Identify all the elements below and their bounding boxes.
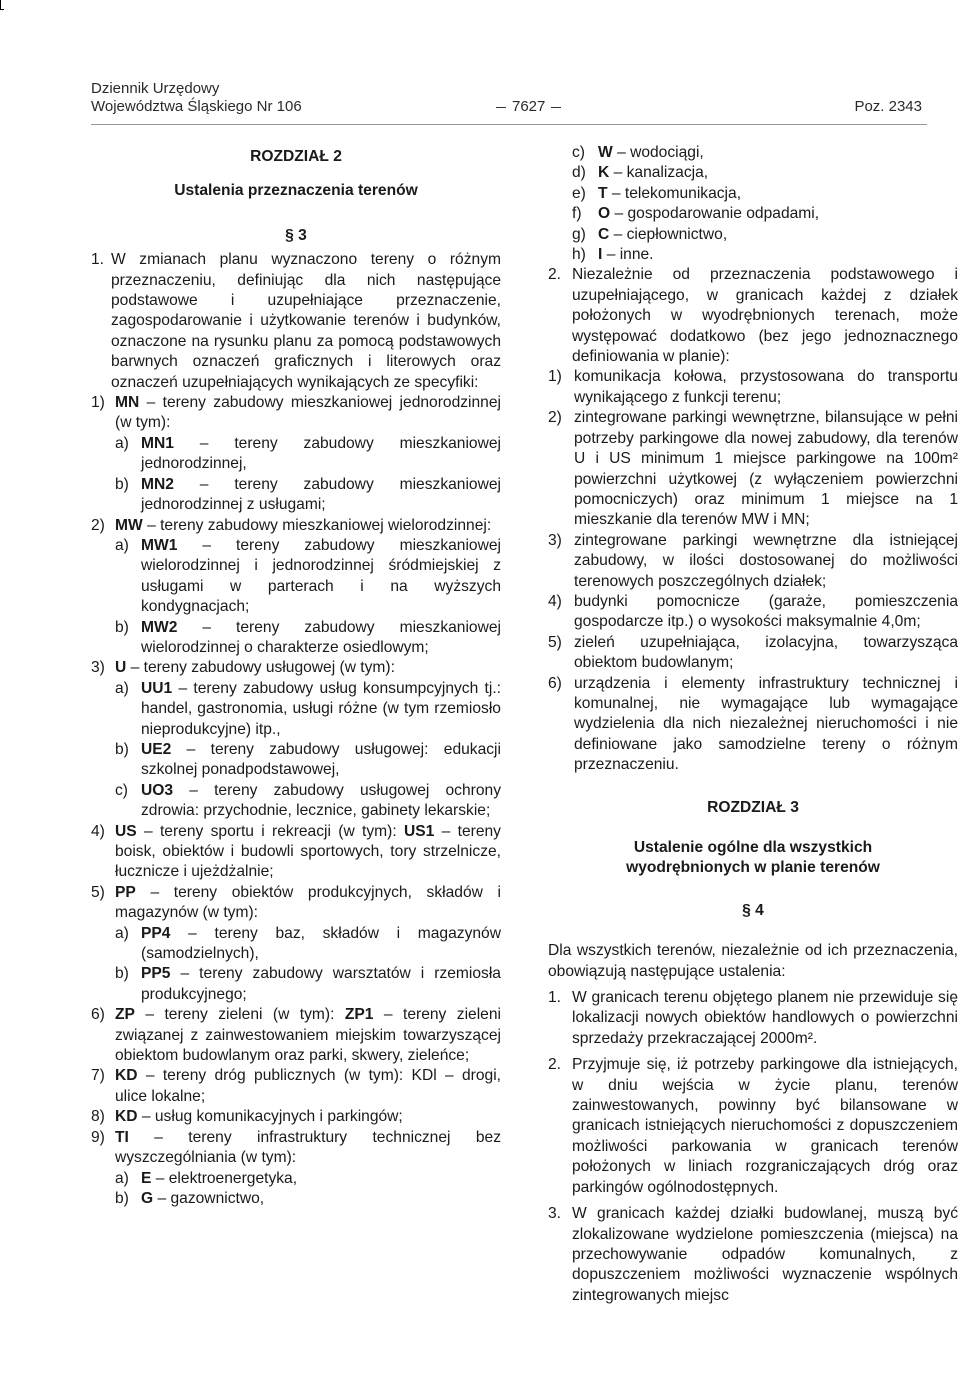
header-rule: [91, 124, 927, 125]
land-use-item: [91, 1066, 501, 1107]
land-use-item-code: U: [115, 659, 127, 677]
additional-use-item: [548, 633, 958, 674]
land-use-item-number: 6): [91, 1006, 105, 1024]
section-4-intro: Dla wszystkich terenów, niezależnie od ich przeznaczenia, obowiązują następujące ustalenia:: [548, 942, 958, 980]
infrastructure-subitem-number: f): [572, 205, 582, 223]
land-use-item: [91, 1005, 501, 1066]
additional-use-number: 5): [548, 633, 562, 651]
position-number: Poz. 2343: [854, 98, 922, 115]
land-use-subitem-description: – gazownictwo,: [157, 1189, 265, 1207]
land-use-subitem-number: a): [115, 1169, 129, 1187]
infrastructure-subitem-description: – ciepłownictwo,: [613, 225, 728, 243]
land-use-subitem: [115, 618, 501, 659]
land-use-subitem: [115, 475, 501, 516]
infrastructure-subitem-code: T: [598, 184, 608, 202]
land-use-item-code-2: ZP1: [344, 1006, 374, 1024]
land-use-subitem-text: [141, 434, 501, 475]
additional-use-text: urządzenia i elementy infrastruktury technicznej i komunalnej, nie wymagające lub wymagające wydzielenia dla nich niezależnej nieruchomości i nie definiowane jako samodzielne tereny o różnym przeznaczeniu.: [574, 674, 958, 774]
land-use-item-text: [115, 1107, 501, 1127]
land-use-item-code: KD: [115, 1108, 138, 1126]
land-use-item: [91, 1128, 501, 1169]
land-use-item-description-2: – tereny boisk, obiektów i budowli sportowych, tory strzelnicze, łucznicze i ujeżdżalnie;: [115, 822, 501, 881]
additional-use-text: zieleń uzupełniająca, izolacyjna, towarzysząca obiektom budowlanym;: [574, 633, 958, 672]
infrastructure-sublist: [548, 143, 958, 265]
additional-use-item: [548, 531, 958, 592]
land-use-item-code-2: US1: [403, 822, 435, 840]
land-use-subitem-code: MW2: [141, 618, 178, 636]
land-use-subitem-number: c): [115, 781, 128, 799]
land-use-item: [91, 822, 501, 883]
land-use-item-text: [115, 516, 501, 536]
general-rule: [548, 988, 958, 1049]
land-use-subitem-text: [141, 740, 501, 781]
general-rule-number: 2.: [548, 1056, 562, 1074]
land-use-item-description: – tereny obiektów produkcyjnych, składów i magazynów (w tym):: [115, 883, 501, 922]
crop-mark: [0, 0, 4, 10]
land-use-subitem: [115, 434, 501, 475]
land-use-subitem-text: [141, 536, 501, 618]
land-use-subitem-number: b): [115, 1189, 129, 1207]
chapter-2-title: ROZDZIAŁ 2: [250, 148, 342, 165]
land-use-item-description: – usług komunikacyjnych i parkingów;: [141, 1108, 403, 1126]
infrastructure-subitem-text: [598, 204, 958, 224]
general-rule: [548, 1204, 958, 1306]
land-use-subitem: [115, 536, 501, 618]
infrastructure-subitem-text: [598, 245, 958, 265]
land-use-subitem-code: PP5: [141, 965, 171, 983]
land-use-item-code: PP: [115, 883, 136, 901]
general-rule: [548, 1055, 958, 1198]
infrastructure-subitem-number: c): [572, 144, 585, 161]
infrastructure-subitem-text: [598, 225, 958, 245]
additional-use-number: 3): [548, 531, 562, 549]
land-use-subitem-description: – tereny zabudowy mieszkaniowej wielorodzinnej o charakterze osiedlowym;: [141, 618, 501, 656]
land-use-subitem-number: a): [115, 536, 129, 554]
infrastructure-subitem-code: O: [598, 205, 611, 223]
general-rule-text: W granicach terenu objętego planem nie przewiduje się lokalizacji nowych obiektów handlowych o powierzchni sprzedaży przekraczającej 2000m².: [572, 989, 958, 1047]
land-use-item-description: – tereny dróg publicznych (w tym): KDl – drogi, ulice lokalne;: [115, 1067, 501, 1105]
land-use-subitem-code: UU1: [141, 679, 173, 697]
land-use-item-number: 3): [91, 659, 105, 677]
additional-use-number: 2): [548, 409, 562, 427]
land-use-item-number: 1): [91, 394, 105, 412]
land-use-item-code: MW: [115, 516, 143, 534]
land-use-item-number: 7): [91, 1067, 105, 1085]
land-use-item-description: – tereny sportu i rekreacji (w tym):: [143, 822, 397, 840]
land-use-item-text: [115, 658, 501, 678]
general-rules-list: [548, 988, 958, 1306]
land-use-item: [91, 393, 501, 434]
infrastructure-subitem: [572, 204, 958, 224]
land-use-item-code: KD: [115, 1067, 138, 1085]
land-use-subitem-code: MW1: [141, 536, 178, 554]
land-use-subitem: [115, 740, 501, 781]
land-use-subitem-description: – tereny zabudowy usług konsumpcyjnych tj.: handel, gastronomia, usługi różne (w tym rzemiosło nieprodukcyjne) itp.,: [141, 679, 501, 738]
land-use-subitem-number: b): [115, 475, 129, 493]
land-use-item-number: 8): [91, 1108, 105, 1126]
land-use-subitem-number: a): [115, 679, 129, 697]
land-use-item-code: ZP: [115, 1006, 135, 1024]
additional-use-number: 6): [548, 674, 562, 692]
chapter-3-title: ROZDZIAŁ 3: [707, 798, 799, 816]
infrastructure-subitem: [572, 143, 958, 163]
additional-use-text: budynki pomocnicze (garaże, pomieszczenia gospodarcze itp.) o wysokości maksymalnie 4,0m;: [574, 592, 958, 631]
additional-use-item: [548, 674, 958, 776]
section-3: § 3: [285, 226, 307, 244]
infrastructure-subitem-description: – telekomunikacja,: [611, 184, 742, 202]
land-use-subitem-description: – tereny zabudowy usługowej ochrony zdrowia: przychodnie, lecznice, gabinety lekarskie;: [141, 781, 501, 820]
land-use-item-description: – tereny zabudowy usługowej (w tym):: [130, 659, 395, 677]
land-use-subitem: [115, 781, 501, 822]
land-use-subitem-description: – tereny zabudowy mieszkaniowej jednorodzinnej,: [141, 434, 501, 473]
land-use-subitem-text: [141, 1169, 501, 1189]
additional-use-item: [548, 367, 958, 408]
land-use-item-text: [115, 1005, 501, 1066]
land-use-subitem-code: PP4: [141, 924, 171, 942]
journal-line-2: Województwa Śląskiego Nr 106: [91, 98, 302, 115]
paragraph-1-number: 1.: [91, 251, 105, 269]
infrastructure-subitem-description: – gospodarowanie odpadami,: [614, 205, 820, 223]
journal-line-1: Dziennik Urzędowy: [91, 80, 220, 97]
land-use-subitem-number: b): [115, 740, 129, 758]
land-use-item-description-2: – tereny zieleni związanej z zainwestowaniem miejskim towarzyszącej obiektom budowlanym oraz parki, skwery, zieleńce;: [115, 1006, 501, 1065]
land-use-subitem-description: – tereny zabudowy mieszkaniowej jednorodzinnej z usługami;: [141, 475, 501, 514]
infrastructure-subitem-number: h): [572, 246, 586, 264]
land-use-item-code: MN: [115, 394, 140, 412]
land-use-item-code: US: [115, 822, 137, 840]
land-use-item: [91, 658, 501, 678]
land-use-item-text: [115, 822, 501, 883]
additional-use-number: 4): [548, 592, 562, 610]
additional-use-number: 1): [548, 368, 562, 386]
land-use-subitem-code: UO3: [141, 781, 174, 799]
infrastructure-subitem-text: [598, 163, 958, 183]
land-use-subitem: [115, 964, 501, 1005]
land-use-item: [91, 516, 501, 536]
additional-use-text: zintegrowane parkingi wewnętrzne, bilansujące w pełni potrzeby parkingowe dla nowej zabudowy, dla terenów U i US minimum 1 miejsce parkingowe na 100m² powierzchni użytkowej (z wyłączeniem powierzchni pomocniczych) oraz minimum 1 miejsce na 1 mieszkanie dla terenów MW i MN;: [574, 409, 958, 529]
section-4: § 4: [742, 901, 764, 919]
infrastructure-subitem-number: g): [572, 225, 586, 243]
additional-use-text: zintegrowane parkingi wewnętrzne dla istniejącej zabudowy, w ilości dostosowanej do możliwości terenowych poszczególnych działek;: [574, 531, 958, 590]
land-use-subitem-number: b): [115, 618, 129, 636]
land-use-subitem-number: a): [115, 924, 129, 942]
land-use-subitem: [115, 1169, 501, 1189]
land-use-subitem-description: – elektroenergetyka,: [155, 1169, 298, 1187]
right-column: [548, 143, 958, 1306]
general-rule-number: 1.: [548, 989, 562, 1007]
paragraph-1: [91, 250, 501, 393]
additional-use-item: [548, 408, 958, 530]
land-use-subitem-code: UE2: [141, 740, 172, 758]
land-use-subitem: [115, 924, 501, 965]
paragraph-1-text: W zmianach planu wyznaczono tereny o różnym przeznaczeniu, definiując dla nich następujące podstawowe i uzupełniające przeznaczenie, zagospodarowanie i użytkowanie terenów i budynków, oznaczone na rysunku planu za pomocą podstawowych barwnych oznaczeń graficznych i literowych oraz oznaczeń uzupełniających wynikających ze specyfiki:: [111, 251, 501, 391]
land-use-item-number: 2): [91, 516, 105, 534]
additional-uses-list: [548, 367, 958, 775]
infrastructure-subitem-description: – kanalizacja,: [613, 164, 709, 182]
paragraph-2: [548, 265, 958, 367]
left-column: [91, 143, 501, 1209]
general-rule-text: Przyjmuje się, iż potrzeby parkingowe dla istniejących, w dniu wejścia w życie planu, terenów zainwestowanych, powinny być bilansowane w granicach istniejących nieruchomości z dopuszczeniem możliwości parkowania w granicach terenów położonych w liniach rozgraniczających dróg oraz parkingów ogólnodostępnych.: [572, 1056, 958, 1196]
infrastructure-subitem-code: I: [598, 246, 603, 264]
infrastructure-subitem-number: e): [572, 184, 586, 202]
land-use-subitem-number: b): [115, 965, 129, 983]
land-use-item-description: – tereny zabudowy mieszkaniowej jednorodzinnej (w tym):: [115, 394, 501, 432]
land-use-subitem-text: [141, 475, 501, 516]
land-use-item-text: [115, 393, 501, 434]
infrastructure-subitem-description: – wodociągi,: [617, 144, 704, 161]
land-use-item-text: [115, 1128, 501, 1169]
infrastructure-subitem-text: [598, 184, 958, 204]
land-use-item: [91, 1107, 501, 1127]
land-use-item-description: – tereny zieleni (w tym):: [145, 1006, 335, 1024]
infrastructure-subitem-code: W: [598, 144, 613, 161]
land-use-item-number: 9): [91, 1128, 105, 1146]
additional-use-text: komunikacja kołowa, przystosowana do transportu wynikającego z funkcji terenu;: [574, 368, 958, 406]
infrastructure-subitem: [572, 163, 958, 183]
chapter-3-subtitle: Ustalenie ogólne dla wszystkich wyodrębnionych w planie terenów: [626, 839, 880, 877]
land-use-subitem-text: [141, 781, 501, 822]
land-use-subitem: [115, 1189, 501, 1209]
paragraph-2-text: Niezależnie od przeznaczenia podstawowego i uzupełniającego, w granicach każdej z działek położonych w wyodrębnionych terenach, może występować dodatkowo (bez jego jednoznacznego definiowania w planie):: [572, 266, 958, 366]
land-use-subitem-code: MN2: [141, 475, 174, 493]
land-use-subitem-text: [141, 964, 501, 1005]
infrastructure-subitem-number: d): [572, 164, 586, 182]
infrastructure-subitem-code: K: [598, 164, 610, 182]
land-use-item-text: [115, 1066, 501, 1107]
infrastructure-subitem: [572, 245, 958, 265]
land-use-item-number: 4): [91, 822, 105, 840]
land-use-subitem-code: G: [141, 1189, 154, 1207]
land-use-subitem-text: [141, 1189, 501, 1209]
infrastructure-subitem-code: C: [598, 225, 610, 243]
land-use-subitem-number: a): [115, 434, 129, 452]
land-use-item-description: – tereny infrastruktury technicznej bez wyszczególniania (w tym):: [115, 1128, 501, 1167]
land-use-item-number: 5): [91, 883, 105, 901]
land-use-subitem-description: – tereny zabudowy warsztatów i rzemiosła produkcyjnego;: [141, 965, 501, 1003]
paragraph-2-number: 2.: [548, 266, 562, 284]
land-use-item-code: TI: [115, 1128, 129, 1146]
infrastructure-subitem: [572, 184, 958, 204]
land-use-subitem-code: E: [141, 1169, 152, 1187]
land-use-subitem-text: [141, 618, 501, 659]
land-use-subitem-description: – tereny zabudowy mieszkaniowej wielorodzinnej i jednorodzinnej śródmiejskiej z usługami w parterach i na wyższych kondygnacjach;: [141, 536, 501, 616]
additional-use-item: [548, 592, 958, 633]
land-use-subitem-description: – tereny zabudowy usługowej: edukacji szkolnej ponadpodstawowej,: [141, 740, 501, 779]
land-use-subitem-text: [141, 924, 501, 965]
page-number-value: 7627: [512, 98, 546, 115]
infrastructure-subitem-description: – inne.: [606, 246, 654, 264]
infrastructure-subitem: [572, 225, 958, 245]
land-use-subitem-text: [141, 679, 501, 740]
land-use-subitem: [115, 679, 501, 740]
land-use-item-description: – tereny zabudowy mieszkaniowej wielorodzinnej:: [147, 516, 492, 534]
chapter-2-subtitle: Ustalenia przeznaczenia terenów: [174, 182, 418, 200]
land-use-list: [91, 393, 501, 1209]
infrastructure-subitem-text: [598, 143, 958, 163]
land-use-subitem-code: MN1: [141, 434, 174, 452]
land-use-item-text: [115, 883, 501, 924]
general-rule-number: 3.: [548, 1205, 562, 1223]
land-use-item: [91, 883, 501, 924]
general-rule-text: W granicach każdej działki budowlanej, muszą być zlokalizowane wydzielone pomieszczenia (miejsca) na przechowywanie odpadów komunalnych, z dopuszczeniem możliwości wyznaczenie wspólnych zintegrowanych miejsc: [572, 1205, 958, 1304]
land-use-subitem-description: – tereny baz, składów i magazynów (samodzielnych),: [141, 924, 501, 963]
